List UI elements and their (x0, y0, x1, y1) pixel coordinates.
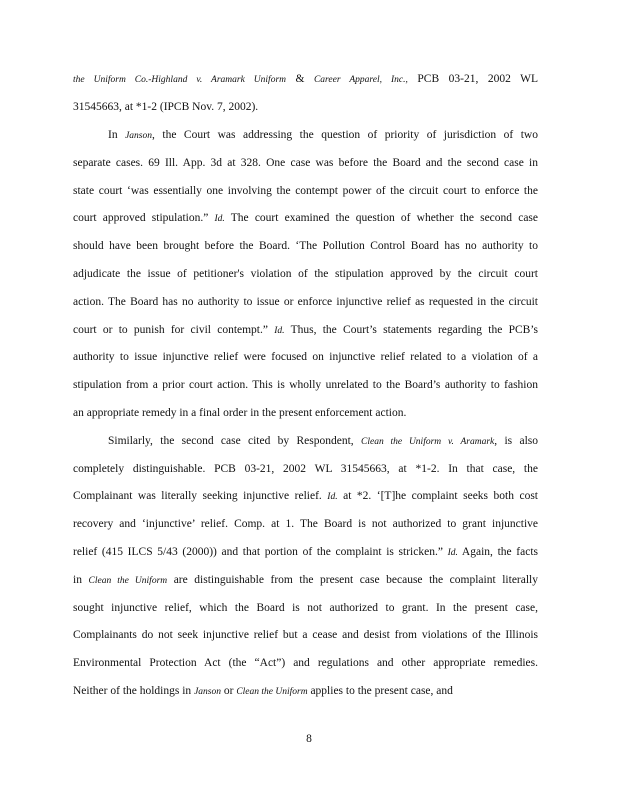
text-line (108, 434, 538, 448)
body-text: Environmental Protection Act (the “Act”) and regulations and other appropriate remedies. (73, 657, 538, 669)
body-text: , the Court was addressing the question of priority of jurisdiction of two (152, 129, 538, 141)
text-line (73, 100, 538, 114)
text-line (108, 128, 538, 142)
text-line (73, 628, 538, 642)
body-text: court or to punish for civil contempt.” (73, 324, 275, 336)
text-line (73, 517, 538, 531)
body-text: In (108, 129, 126, 141)
text-line (73, 184, 538, 198)
body-text: Again, the facts (457, 546, 538, 558)
page-number: 8 (306, 733, 312, 745)
case-citation-text: Id. (274, 326, 285, 336)
case-citation-text: Id. (447, 548, 458, 558)
text-line (73, 295, 538, 309)
text-line (73, 656, 538, 670)
text-line (73, 489, 538, 503)
body-text: PCB 03-21, 2002 WL (407, 73, 538, 85)
body-text: an appropriate remedy in a final order in the present enforcement action. (73, 407, 407, 419)
body-text: action. The Board has no authority to issue or enforce injunctive relief as requested in the circuit (73, 296, 538, 308)
body-text: relief (415 ILCS 5/43 (2000)) and that portion of the complaint is stricken.” (73, 546, 448, 558)
body-text: should have been brought before the Board. ‘The Pollution Control Board has no authority to (73, 240, 538, 252)
text-line (73, 406, 538, 420)
case-citation-text: Janson (194, 687, 221, 697)
text-line (73, 239, 538, 253)
body-text: Complainant was literally seeking injunctive relief. (73, 490, 328, 502)
body-text: are distinguishable from the present case because the complaint literally (167, 574, 538, 586)
text-line (73, 601, 538, 615)
body-text: adjudicate the issue of petitioner's violation of the stipulation approved by the circuit court (73, 268, 538, 280)
body-text: Complainants do not seek injunctive relief but a cease and desist from violations of the Illinois (73, 629, 538, 641)
case-citation-text: Janson (125, 131, 152, 141)
text-line (73, 156, 538, 170)
body-text: Neither of the holdings in (73, 685, 195, 697)
case-citation-text: Career Apparel, Inc., (313, 75, 408, 85)
case-citation-text: Clean the Uniform v. Aramark (361, 437, 495, 447)
body-text: recovery and ‘injunctive’ relief. Comp. at 1. The Board is not authorized to grant injunctive (73, 518, 538, 530)
body-text: Thus, the Court’s statements regarding the PCB’s (284, 324, 538, 336)
body-text: 31545663, at *1-2 (IPCB Nov. 7, 2002). (73, 101, 259, 113)
body-text: at *2. ‘[T]he complaint seeks both cost (337, 490, 538, 502)
body-text: completely distinguishable. PCB 03-21, 2002 WL 31545663, at *1-2. In that case, the (73, 463, 538, 475)
body-text: in (73, 574, 89, 586)
body-text: & (286, 73, 314, 85)
body-text: Similarly, the second case cited by Respondent, (108, 435, 361, 447)
body-text: state court ‘was essentially one involving the contempt power of the circuit court to enforce the (73, 185, 538, 197)
text-line (73, 378, 538, 392)
text-line (73, 211, 538, 225)
case-citation-text: Clean the Uniform (236, 687, 308, 697)
text-line (73, 462, 538, 476)
body-text: applies to the present case, and (307, 685, 453, 697)
body-text: , is also (494, 435, 538, 447)
text-line (73, 350, 538, 364)
text-line (73, 72, 538, 86)
body-text: sought injunctive relief, which the Board is not authorized to grant. In the present case, (73, 602, 538, 614)
case-citation-text: Id. (327, 492, 338, 502)
text-line (73, 684, 538, 699)
case-citation-text: Clean the Uniform (88, 576, 168, 586)
body-text: separate cases. 69 Ill. App. 3d at 328. One case was before the Board and the second case in (73, 157, 538, 169)
case-citation-text: the Uniform Co.-Highland v. Aramark Uniform (73, 75, 287, 85)
body-text: or (220, 685, 237, 697)
body-text: The court examined the question of whether the second case (224, 212, 538, 224)
body-text: authority to issue injunctive relief were focused on injunctive relief related to a violation of a (73, 351, 538, 363)
text-line (73, 267, 538, 281)
case-citation-text: Id. (214, 214, 225, 224)
body-text: stipulation from a prior court action. This is wholly unrelated to the Board’s authority to fashion (73, 379, 538, 391)
text-line (73, 545, 538, 559)
text-line (73, 323, 538, 337)
body-text: court approved stipulation.” (73, 212, 215, 224)
text-line (73, 573, 538, 587)
